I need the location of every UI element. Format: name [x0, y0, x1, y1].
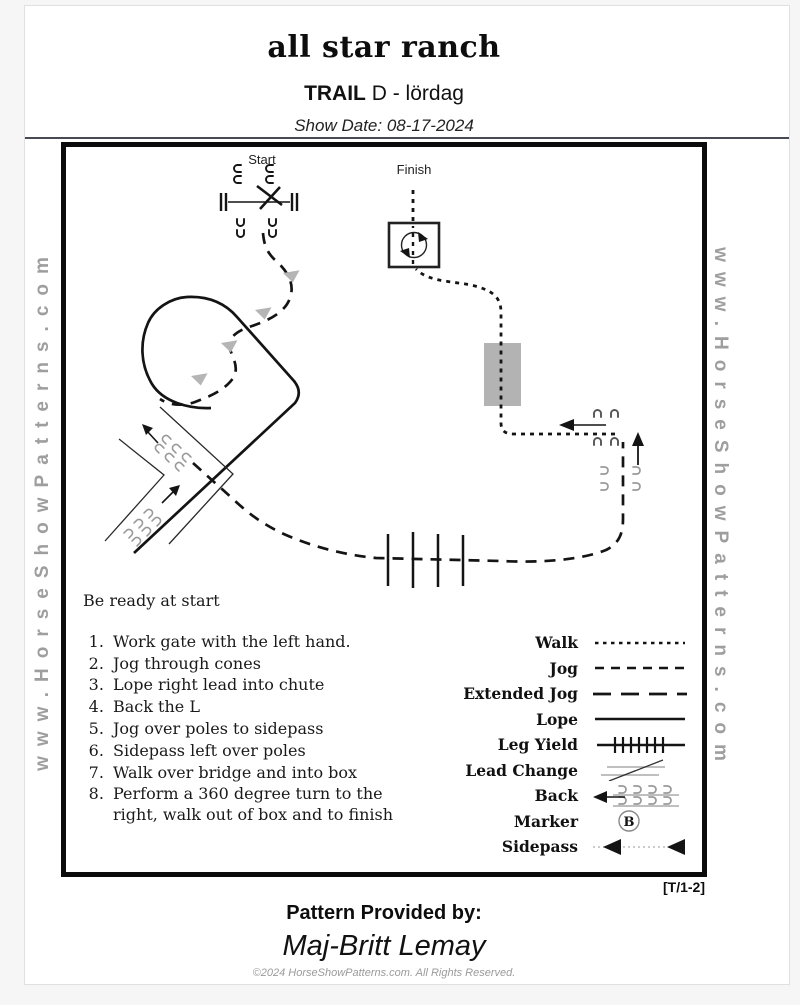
legend-row-lope: Lope: [446, 707, 689, 733]
page-title: all star ranch: [267, 30, 501, 65]
legend-row-marker: Marker B: [446, 809, 689, 835]
ready-note: Be ready at start: [83, 591, 220, 610]
instruction-item-4: 4. Back the L: [109, 697, 413, 718]
legend-row-sidepass: Sidepass: [446, 834, 689, 860]
legend-symbol-extended-jog: [589, 683, 689, 705]
watermark-left: www.HorseShowPatterns.com: [32, 247, 53, 771]
watermark-right: www.HorseShowPatterns.com: [710, 247, 731, 771]
jog-over-poles-path: [193, 442, 623, 562]
start-label: Start: [248, 152, 276, 167]
bridge-obstacle: [484, 343, 521, 406]
header-divider: [25, 137, 789, 139]
sidepass-obstacle: [559, 410, 644, 490]
subtitle-detail: D - lördag: [371, 82, 464, 105]
legend-symbol-sidepass: [589, 836, 689, 858]
back-l-chute: [105, 407, 233, 544]
instruction-item-1: 1. Work gate with the left hand.: [109, 632, 413, 653]
legend-row-lead-change: Lead Change: [446, 758, 689, 784]
gate-obstacle: [221, 165, 297, 237]
finish-label: Finish: [396, 162, 432, 177]
legend-row-extended-jog: Extended Jog: [446, 681, 689, 707]
legend-symbol-jog: [589, 657, 689, 679]
legend-symbol-lope: [589, 708, 689, 730]
instruction-item-7: 7. Walk over bridge and into box: [109, 763, 413, 784]
legend-row-back: Back: [446, 783, 689, 809]
jog-serpentine-path: [160, 233, 292, 405]
instruction-item-8: 8. Perform a 360 degree turn to the right, walk out of box and to finish: [109, 784, 413, 826]
legend-symbol-leg-yield: [589, 734, 689, 756]
legend-row-walk: Walk: [446, 630, 689, 656]
subtitle-class-label: TRAIL: [304, 82, 366, 105]
legend-symbol-back: [589, 785, 689, 807]
back-direction-arrows: [124, 424, 191, 546]
legend-symbol-marker: [589, 810, 689, 832]
provided-by-label: Pattern Provided by:: [286, 902, 482, 924]
copyright-notice: ©2024 HorseShowPatterns.com. All Rights Reserved.: [252, 967, 516, 979]
instruction-list: [83, 632, 413, 826]
gait-legend: [446, 630, 689, 860]
lope-path: [134, 297, 299, 553]
instruction-item-2: 2. Jog through cones: [109, 654, 413, 675]
legend-symbol-lead-change: [589, 759, 689, 781]
pattern-page: [24, 5, 790, 985]
pattern-code-tag: [T/1-2]: [663, 879, 705, 895]
legend-row-jog: Jog: [446, 656, 689, 682]
instruction-item-5: 5. Jog over poles to sidepass: [109, 719, 413, 740]
show-date: Show Date: 08-17-2024: [294, 116, 474, 135]
marker-letter: B: [623, 815, 635, 831]
pattern-subtitle: [25, 82, 743, 106]
pattern-instructions: [83, 591, 413, 827]
provider-name: Maj-Britt Lemay: [282, 930, 486, 962]
instruction-item-6: 6. Sidepass left over poles: [109, 741, 413, 762]
instruction-item-3: 3. Lope right lead into chute: [109, 675, 413, 696]
legend-symbol-walk: [589, 632, 689, 654]
legend-row-leg-yield: Leg Yield: [446, 732, 689, 758]
pattern-diagram-box: [61, 142, 707, 877]
